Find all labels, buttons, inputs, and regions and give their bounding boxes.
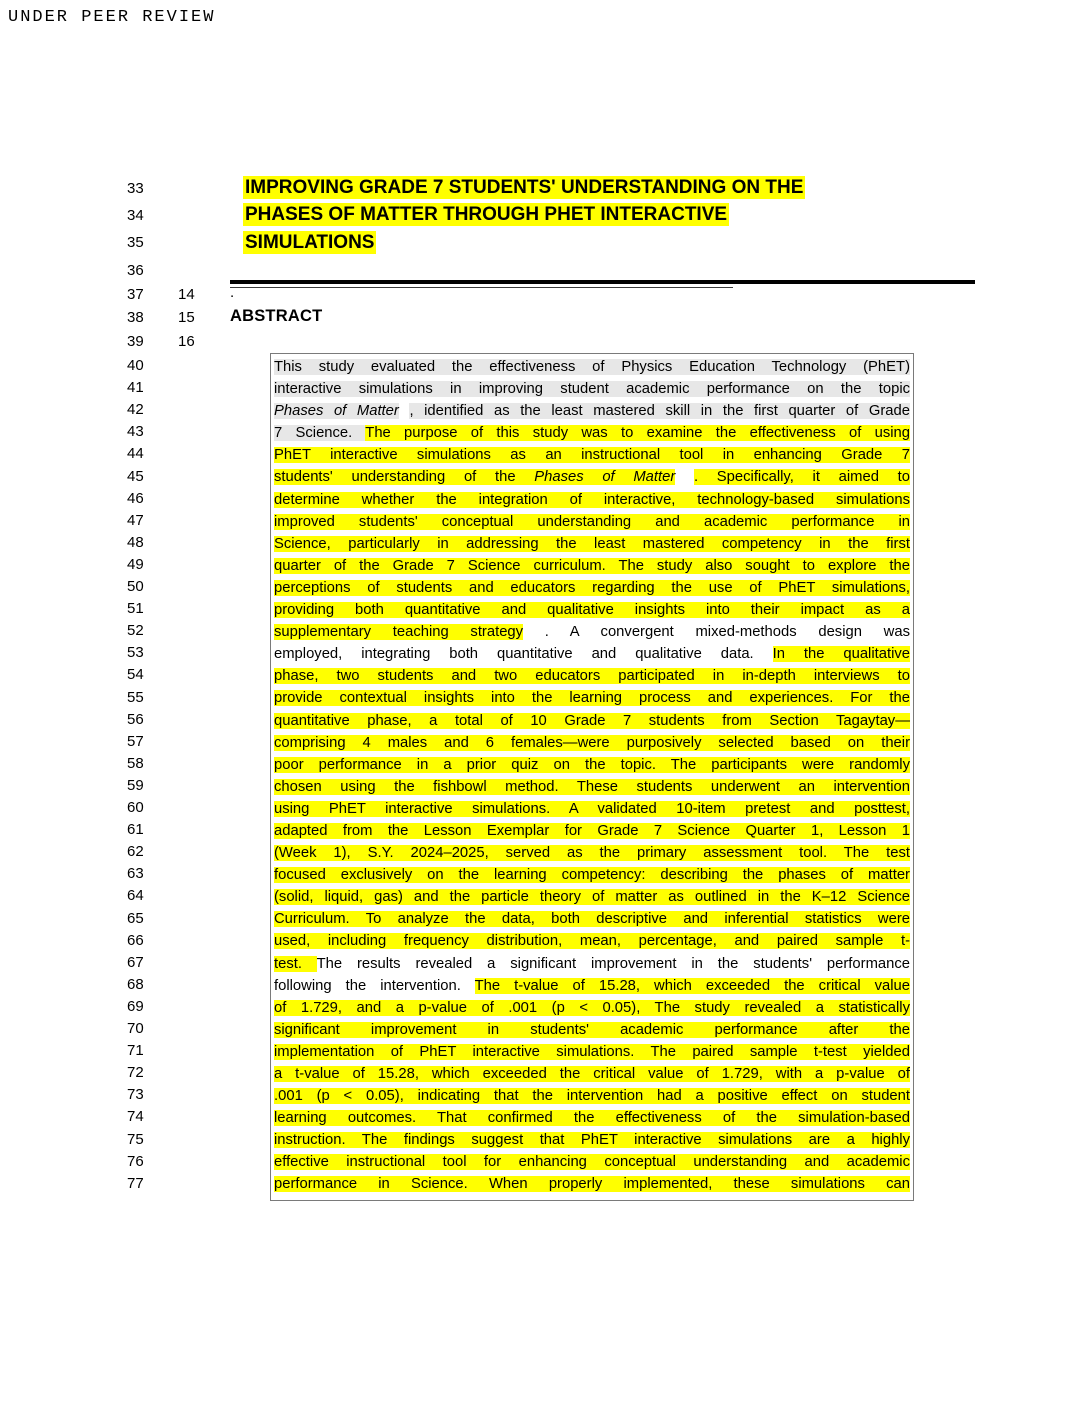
- line-number: 52: [127, 622, 144, 640]
- line-number: 50: [127, 578, 144, 595]
- text-segment: students' understanding of the: [274, 469, 535, 486]
- text-segment: following the intervention.: [274, 977, 475, 994]
- abstract-line: [274, 710, 910, 732]
- text-segment: (Week 1), S.Y. 2024–2025, served as the primary assessment tool. The test: [274, 845, 910, 862]
- line-number: 75: [127, 1130, 144, 1148]
- line-number: 55: [127, 688, 144, 706]
- abstract-line: [274, 732, 910, 754]
- line-number: 68: [127, 975, 144, 993]
- line-number: 40: [127, 357, 144, 374]
- abstract-line: [274, 1151, 910, 1173]
- text-segment: . Specifically, it aimed to: [694, 469, 910, 486]
- abstract-line: [274, 599, 910, 621]
- line-number: 57: [127, 732, 144, 750]
- text-segment: determine whether the integration of interactive, technology-based simulations: [274, 491, 910, 508]
- abstract-line: [274, 400, 910, 422]
- text-segment: The purpose of this study was to examine the effectiveness of using: [365, 425, 910, 442]
- text-segment: poor performance in a prior quiz on the topic. The participants were randomly: [274, 756, 910, 773]
- abstract-line: [274, 864, 910, 886]
- line-number: 61: [127, 821, 144, 839]
- review-status-label: UNDER PEER REVIEW: [8, 8, 216, 27]
- text-segment: The t-value of 15.28, which exceeded the critical value: [474, 977, 910, 994]
- abstract-line: [274, 798, 910, 820]
- line-number: 53: [127, 644, 144, 662]
- text-segment: learning outcomes. That confirmed the effectiveness of the simulation-based: [274, 1110, 910, 1127]
- line-number: 70: [127, 1020, 144, 1037]
- line-number: 54: [127, 666, 144, 684]
- text-segment: The results revealed a significant improvement in the students' performance: [316, 955, 910, 972]
- abstract-line: [274, 975, 910, 997]
- title-highlight: SIMULATIONS: [245, 231, 375, 253]
- line-number: 39: [127, 333, 144, 350]
- abstract-line: [274, 997, 910, 1019]
- text-segment: provide contextual insights into the learning process and experiences. For the: [274, 690, 910, 707]
- line-number: 46: [127, 489, 144, 507]
- text-segment: perceptions of students and educators regarding the use of PhET simulations,: [274, 579, 910, 596]
- abstract-line: [274, 422, 910, 444]
- abstract-line: [274, 908, 910, 930]
- text-segment: employed, integrating both quantitative and qualitative data.: [274, 646, 773, 663]
- abstract-line: [274, 687, 910, 709]
- abstract-line: [274, 378, 910, 400]
- line-number: 34: [127, 207, 144, 224]
- line-number: 35: [127, 234, 144, 251]
- text-segment: instruction. The findings suggest that PhET interactive simulations are a highly: [274, 1132, 910, 1149]
- text-segment: quantitative phase, a total of 10 Grade 7 students from Section Tagaytay—: [274, 712, 910, 729]
- line-number: 73: [127, 1086, 144, 1104]
- text-segment: using PhET interactive simulations. A validated 10-item pretest and posttest,: [274, 800, 910, 817]
- abstract-line: [274, 511, 910, 533]
- text-segment: chosen using the fishbowl method. These students underwent an intervention: [274, 778, 910, 795]
- title-rule: [230, 280, 975, 284]
- abstract-line: [274, 1063, 910, 1085]
- line-number: 37: [127, 286, 144, 303]
- line-number: 41: [127, 379, 144, 397]
- abstract-line: [274, 1019, 910, 1041]
- abstract-line: [274, 489, 910, 511]
- paper-title-line: [243, 201, 963, 228]
- abstract-line: [274, 1041, 910, 1063]
- text-segment: significant improvement in students' academic performance after the: [274, 1021, 910, 1038]
- abstract-line: [274, 1085, 910, 1107]
- line-number: 47: [127, 511, 144, 529]
- margin-line-number: 14: [178, 286, 195, 303]
- text-segment: implementation of PhET interactive simulations. The paired sample t-test yielded: [274, 1043, 910, 1060]
- text-segment: adapted from the Lesson Exemplar for Grade 7 Science Quarter 1, Lesson 1: [274, 822, 910, 839]
- abstract-line: [274, 466, 910, 488]
- text-segment: phase, two students and two educators participated in in-depth interviews to: [274, 668, 910, 685]
- line-number: 36: [127, 262, 144, 279]
- abstract-line: [274, 444, 910, 466]
- line-number: 49: [127, 555, 144, 573]
- abstract-line: [274, 643, 910, 665]
- text-segment: comprising 4 males and 6 females—were purposively selected based on their: [274, 734, 910, 751]
- abstract-line: [274, 577, 910, 599]
- abstract-line: [274, 1129, 910, 1151]
- paper-title-line: [243, 174, 963, 201]
- line-number: 66: [127, 931, 144, 949]
- line-number: 33: [127, 180, 144, 197]
- line-number: 44: [127, 445, 144, 463]
- text-segment: supplementary teaching strategy: [274, 624, 524, 641]
- text-segment: of 1.729, and a p-value of .001 (p < 0.05), The study revealed a statistically: [274, 999, 910, 1016]
- line-number: 56: [127, 710, 144, 728]
- text-segment: focused exclusively on the learning competency: describing the phases of matter: [274, 867, 910, 884]
- abstract-line: [274, 930, 910, 952]
- line-number: 43: [127, 423, 144, 441]
- line-number: 42: [127, 401, 144, 419]
- line-number: 77: [127, 1174, 144, 1192]
- title-highlight: IMPROVING GRADE 7 STUDENTS' UNDERSTANDING ON THE: [245, 177, 804, 198]
- line-number: 38: [127, 309, 144, 326]
- text-segment: , identified as the least mastered skill in the first quarter of Grade: [409, 403, 910, 420]
- text-segment: (solid, liquid, gas) and the particle theory of matter as outlined in the K–12 Science: [274, 889, 910, 906]
- stray-period: .: [230, 284, 235, 301]
- text-segment: a t-value of 15.28, which exceeded the critical value of 1.729, with a p-value of: [274, 1066, 910, 1082]
- abstract-line: [274, 886, 910, 908]
- text-segment: . A convergent mixed-methods design was: [544, 624, 910, 641]
- text-segment: Science, particularly in addressing the least mastered competency in the first: [274, 535, 910, 552]
- text-segment: In the qualitative: [772, 646, 910, 663]
- line-number: 65: [127, 909, 144, 927]
- margin-line-number: 15: [178, 309, 195, 326]
- line-number: 72: [127, 1064, 144, 1082]
- abstract-line: [274, 621, 910, 643]
- abstract-line: [274, 1107, 910, 1129]
- abstract-line: [274, 1173, 910, 1195]
- line-number: 76: [127, 1152, 144, 1170]
- line-number: 60: [127, 799, 144, 816]
- text-segment: Phases of Matter: [274, 403, 399, 420]
- line-number: 64: [127, 887, 144, 905]
- line-number: 69: [127, 997, 144, 1015]
- paper-title: [243, 174, 963, 256]
- abstract-line: [274, 356, 910, 378]
- text-segment: interactive simulations in improving student academic performance on the topic: [274, 381, 910, 398]
- line-number: 45: [127, 467, 144, 485]
- text-segment: Curriculum. To analyze the data, both descriptive and inferential statistics were: [274, 911, 910, 928]
- text-segment: improved students' conceptual understanding and academic performance in: [274, 513, 910, 530]
- abstract-line: [274, 776, 910, 798]
- abstract-heading: ABSTRACT: [230, 307, 323, 325]
- text-segment: test.: [274, 955, 317, 972]
- line-number: 58: [127, 754, 144, 772]
- abstract-line: [274, 953, 910, 975]
- line-number: 62: [127, 843, 144, 861]
- paper-title-line: [243, 229, 963, 256]
- line-number: 51: [127, 600, 144, 618]
- line-number: 71: [127, 1042, 144, 1060]
- line-number: 67: [127, 953, 144, 971]
- text-segment: performance in Science. When properly implemented, these simulations can: [274, 1176, 910, 1193]
- text-segment: .001 (p < 0.05), indicating that the intervention had a positive effect on student: [274, 1088, 910, 1105]
- text-segment: Phases of Matter: [534, 469, 676, 486]
- text-segment: used, including frequency distribution, mean, percentage, and paired sample t-: [274, 933, 910, 950]
- title-rule-thin: [230, 287, 733, 288]
- text-segment: effective instructional tool for enhancing conceptual understanding and academic: [274, 1154, 910, 1171]
- text-segment: PhET interactive simulations as an instructional tool in enhancing Grade 7: [274, 447, 910, 464]
- abstract-line: [274, 754, 910, 776]
- line-number: 74: [127, 1108, 144, 1126]
- line-number: 63: [127, 865, 144, 883]
- title-highlight: PHASES OF MATTER THROUGH PHET INTERACTIVE: [245, 204, 728, 226]
- abstract-line: [274, 555, 910, 577]
- text-segment: providing both quantitative and qualitative insights into their impact as a: [274, 602, 910, 619]
- margin-line-number: 16: [178, 333, 195, 350]
- abstract-line: [274, 842, 910, 864]
- text-segment: quarter of the Grade 7 Science curriculum. The study also sought to explore the: [274, 557, 910, 574]
- abstract-line: [274, 820, 910, 842]
- text-segment: This study evaluated the effectiveness of Physics Education Technology (PhET): [274, 359, 910, 375]
- abstract-text: [274, 356, 910, 1196]
- abstract-box: [270, 353, 914, 1201]
- text-segment: 7 Science.: [274, 425, 366, 442]
- line-number: 59: [127, 776, 144, 794]
- abstract-line: [274, 533, 910, 555]
- line-number: 48: [127, 533, 144, 551]
- abstract-line: [274, 665, 910, 687]
